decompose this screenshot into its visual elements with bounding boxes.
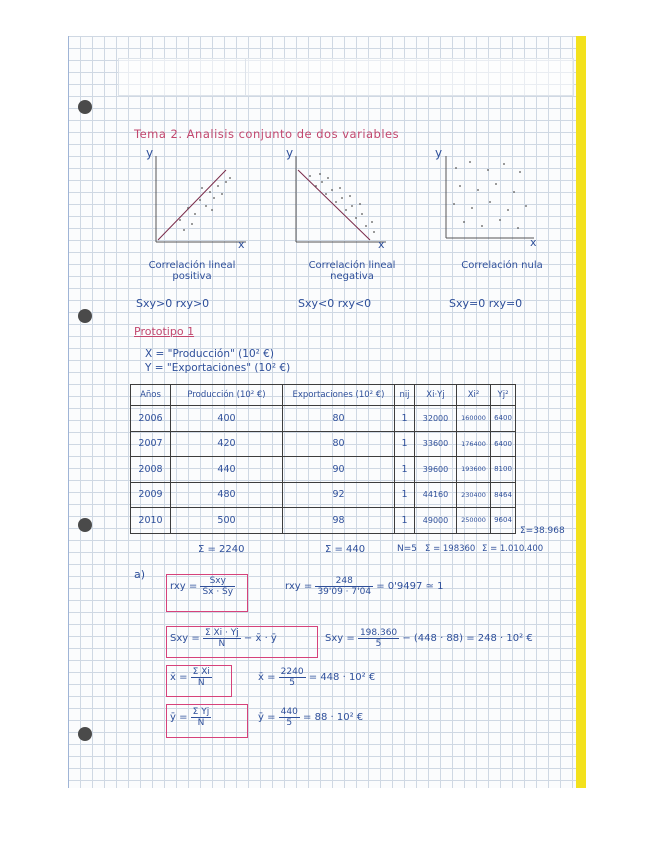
table-cell: 440 xyxy=(171,457,283,483)
table-cell: 193600 xyxy=(457,457,491,483)
table-cell: 6400 xyxy=(491,431,516,457)
covariance-formula-fraction xyxy=(203,628,241,649)
correlation-calc-num: 248 xyxy=(315,576,373,587)
mean-x-formula-lhs: x̄ = xyxy=(170,672,188,683)
mean-x-formula-num: Σ Xi xyxy=(192,667,210,677)
table-cell: 400 xyxy=(171,406,283,432)
correlation-calculation xyxy=(285,576,443,597)
mean-x-calc-fraction xyxy=(279,667,306,688)
correlation-formula-lhs: rxy = xyxy=(170,581,198,592)
table-cell: 6400 xyxy=(491,406,516,432)
mean-x-calc-lhs: x̄ = xyxy=(258,672,276,683)
mean-y-formula-lhs: ȳ = xyxy=(170,712,188,723)
mean-x-calc-den: 5 xyxy=(289,678,295,688)
table-cell: 33600 xyxy=(415,431,457,457)
mean-x-formula-den: N xyxy=(197,678,205,688)
mean-y-formula-den: N xyxy=(197,718,205,728)
covariance-formula xyxy=(170,628,277,649)
table-cell: 80 xyxy=(283,406,395,432)
graph1-condition: Sxy>0 rxy>0 xyxy=(136,297,210,310)
total-xy: Σ = 198360 xyxy=(425,544,476,554)
table-header-row xyxy=(131,385,516,406)
table-cell: 176400 xyxy=(457,431,491,457)
variable-x-definition: X = "Producción" (10² €) xyxy=(145,348,274,360)
table-cell: 92 xyxy=(283,482,395,508)
total-exports: Σ = 440 xyxy=(325,544,366,555)
table-header: Exportaciones (10² €) xyxy=(283,385,395,406)
graph2-x-label: x xyxy=(378,238,385,251)
covariance-calc-den: 5 xyxy=(375,639,382,649)
yj2-column-sum: Σ=38.968 xyxy=(520,526,565,536)
graph3-caption-line1: Correlación nula xyxy=(461,260,543,271)
correlation-calc-result: = 0'9497 ≃ 1 xyxy=(376,581,444,592)
table-header: Xi·Yj xyxy=(415,385,457,406)
table-row xyxy=(131,457,516,483)
total-production: Σ = 2240 xyxy=(198,544,245,555)
table-cell: 98 xyxy=(283,508,395,534)
graph2-caption-line1: Correlación lineal xyxy=(308,260,396,271)
table-header: Producción (10² €) xyxy=(171,385,283,406)
total-n: N=5 xyxy=(397,544,417,554)
table-cell: 39600 xyxy=(415,457,457,483)
table-cell: 80 xyxy=(283,431,395,457)
table-row xyxy=(131,431,516,457)
graph3-x-label: x xyxy=(530,236,537,249)
table-cell: 2009 xyxy=(131,482,171,508)
graph2-y-label: y xyxy=(286,146,294,160)
graph3-caption xyxy=(442,260,562,271)
table-cell: 32000 xyxy=(415,406,457,432)
table-cell: 49000 xyxy=(415,508,457,534)
table-cell: 1 xyxy=(395,508,415,534)
mean-y-calc-fraction xyxy=(279,707,300,728)
correlation-formula-num: Sxy xyxy=(200,576,235,587)
graph3-condition: Sxy=0 rxy=0 xyxy=(449,297,523,310)
table-cell: 160000 xyxy=(457,406,491,432)
binder-hole xyxy=(78,727,92,741)
table-cell: 1 xyxy=(395,482,415,508)
margin-line xyxy=(68,36,69,788)
covariance-formula-lhs: Sxy = xyxy=(170,633,200,644)
variable-y-definition: Y = "Exportaciones" (10² €) xyxy=(145,362,291,374)
table-header: Años xyxy=(131,385,171,406)
correlation-calc-fraction xyxy=(315,576,373,597)
table-cell: 1 xyxy=(395,457,415,483)
correlation-calc-den: 39'09 · 7'04 xyxy=(317,587,372,597)
mean-y-formula-fraction xyxy=(191,707,212,728)
table-cell: 1 xyxy=(395,406,415,432)
table-cell: 44160 xyxy=(415,482,457,508)
total-x2: Σ = 1.010.400 xyxy=(482,544,544,554)
prototype-heading: Prototipo 1 xyxy=(134,325,195,338)
table-header: nij xyxy=(395,385,415,406)
covariance-calc-lhs: Sxy = xyxy=(325,633,355,644)
covariance-formula-num: Σ Xi · Yj xyxy=(204,628,239,638)
correlation-formula-fraction xyxy=(200,576,235,597)
table-row xyxy=(131,482,516,508)
mean-y-calc-num: 440 xyxy=(280,707,298,717)
table-cell: 230400 xyxy=(457,482,491,508)
mean-x-calculation xyxy=(258,667,375,688)
binder-hole xyxy=(78,518,92,532)
graph2-caption-line2: negativa xyxy=(330,271,374,282)
correlation-formula-den: Sx · Sy xyxy=(202,587,234,597)
correlation-formula xyxy=(170,576,235,597)
graph1-x-label: x xyxy=(238,238,245,251)
graph2-caption xyxy=(292,260,412,282)
page-edge-strip xyxy=(576,36,586,788)
mean-y-calc-lhs: ȳ = xyxy=(258,712,276,723)
mean-x-calc-tail: = 448 · 10² € xyxy=(308,672,376,683)
covariance-calc-tail: − (448 · 88) = 248 · 10² € xyxy=(402,633,533,644)
table-cell: 480 xyxy=(171,482,283,508)
table-cell: 2008 xyxy=(131,457,171,483)
scatter-null xyxy=(430,148,542,252)
mean-y-calc-den: 5 xyxy=(286,718,293,728)
table-cell: 8464 xyxy=(491,482,516,508)
graph2-condition: Sxy<0 rxy<0 xyxy=(298,297,372,310)
mean-y-calc-tail: = 88 · 10² € xyxy=(303,712,364,723)
table-cell: 9604 xyxy=(491,508,516,534)
page-header-box xyxy=(118,58,574,96)
mean-y-calculation xyxy=(258,707,363,728)
mean-x-calc-num: 2240 xyxy=(280,667,304,677)
part-a-label: a) xyxy=(134,568,146,581)
binder-hole xyxy=(78,309,92,323)
covariance-calc-fraction xyxy=(358,628,399,649)
table-row xyxy=(131,406,516,432)
table-cell: 500 xyxy=(171,508,283,534)
binder-hole xyxy=(78,100,92,114)
table-cell: 8100 xyxy=(491,457,516,483)
graph3-y-label: y xyxy=(435,146,443,160)
table-cell: 250000 xyxy=(457,508,491,534)
table-cell: 90 xyxy=(283,457,395,483)
covariance-formula-tail: − x̄ · ȳ xyxy=(243,633,277,644)
table-row xyxy=(131,508,516,534)
covariance-formula-den: N xyxy=(218,639,226,649)
mean-y-formula xyxy=(170,707,211,728)
table-cell: 2007 xyxy=(131,431,171,457)
graph1-caption-line1: Correlación lineal xyxy=(148,260,236,271)
graph1-caption-line2: positiva xyxy=(172,271,212,282)
table-cell: 2010 xyxy=(131,508,171,534)
scatter-negative xyxy=(280,148,392,252)
graph1-caption xyxy=(132,260,252,282)
mean-x-formula xyxy=(170,667,212,688)
table-header: Xi² xyxy=(457,385,491,406)
table-header: Yj² xyxy=(491,385,516,406)
table-cell: 1 xyxy=(395,431,415,457)
mean-y-formula-num: Σ Yj xyxy=(192,707,210,717)
scatter-positive xyxy=(140,148,252,252)
table-cell: 2006 xyxy=(131,406,171,432)
data-table xyxy=(130,384,516,534)
covariance-calculation xyxy=(325,628,533,649)
correlation-calc-lhs: rxy = xyxy=(285,581,313,592)
mean-x-formula-fraction xyxy=(191,667,212,688)
page-title: Tema 2. Analisis conjunto de dos variables xyxy=(134,127,400,141)
covariance-calc-num: 198.360 xyxy=(359,628,398,638)
graph1-y-label: y xyxy=(146,146,154,160)
table-cell: 420 xyxy=(171,431,283,457)
